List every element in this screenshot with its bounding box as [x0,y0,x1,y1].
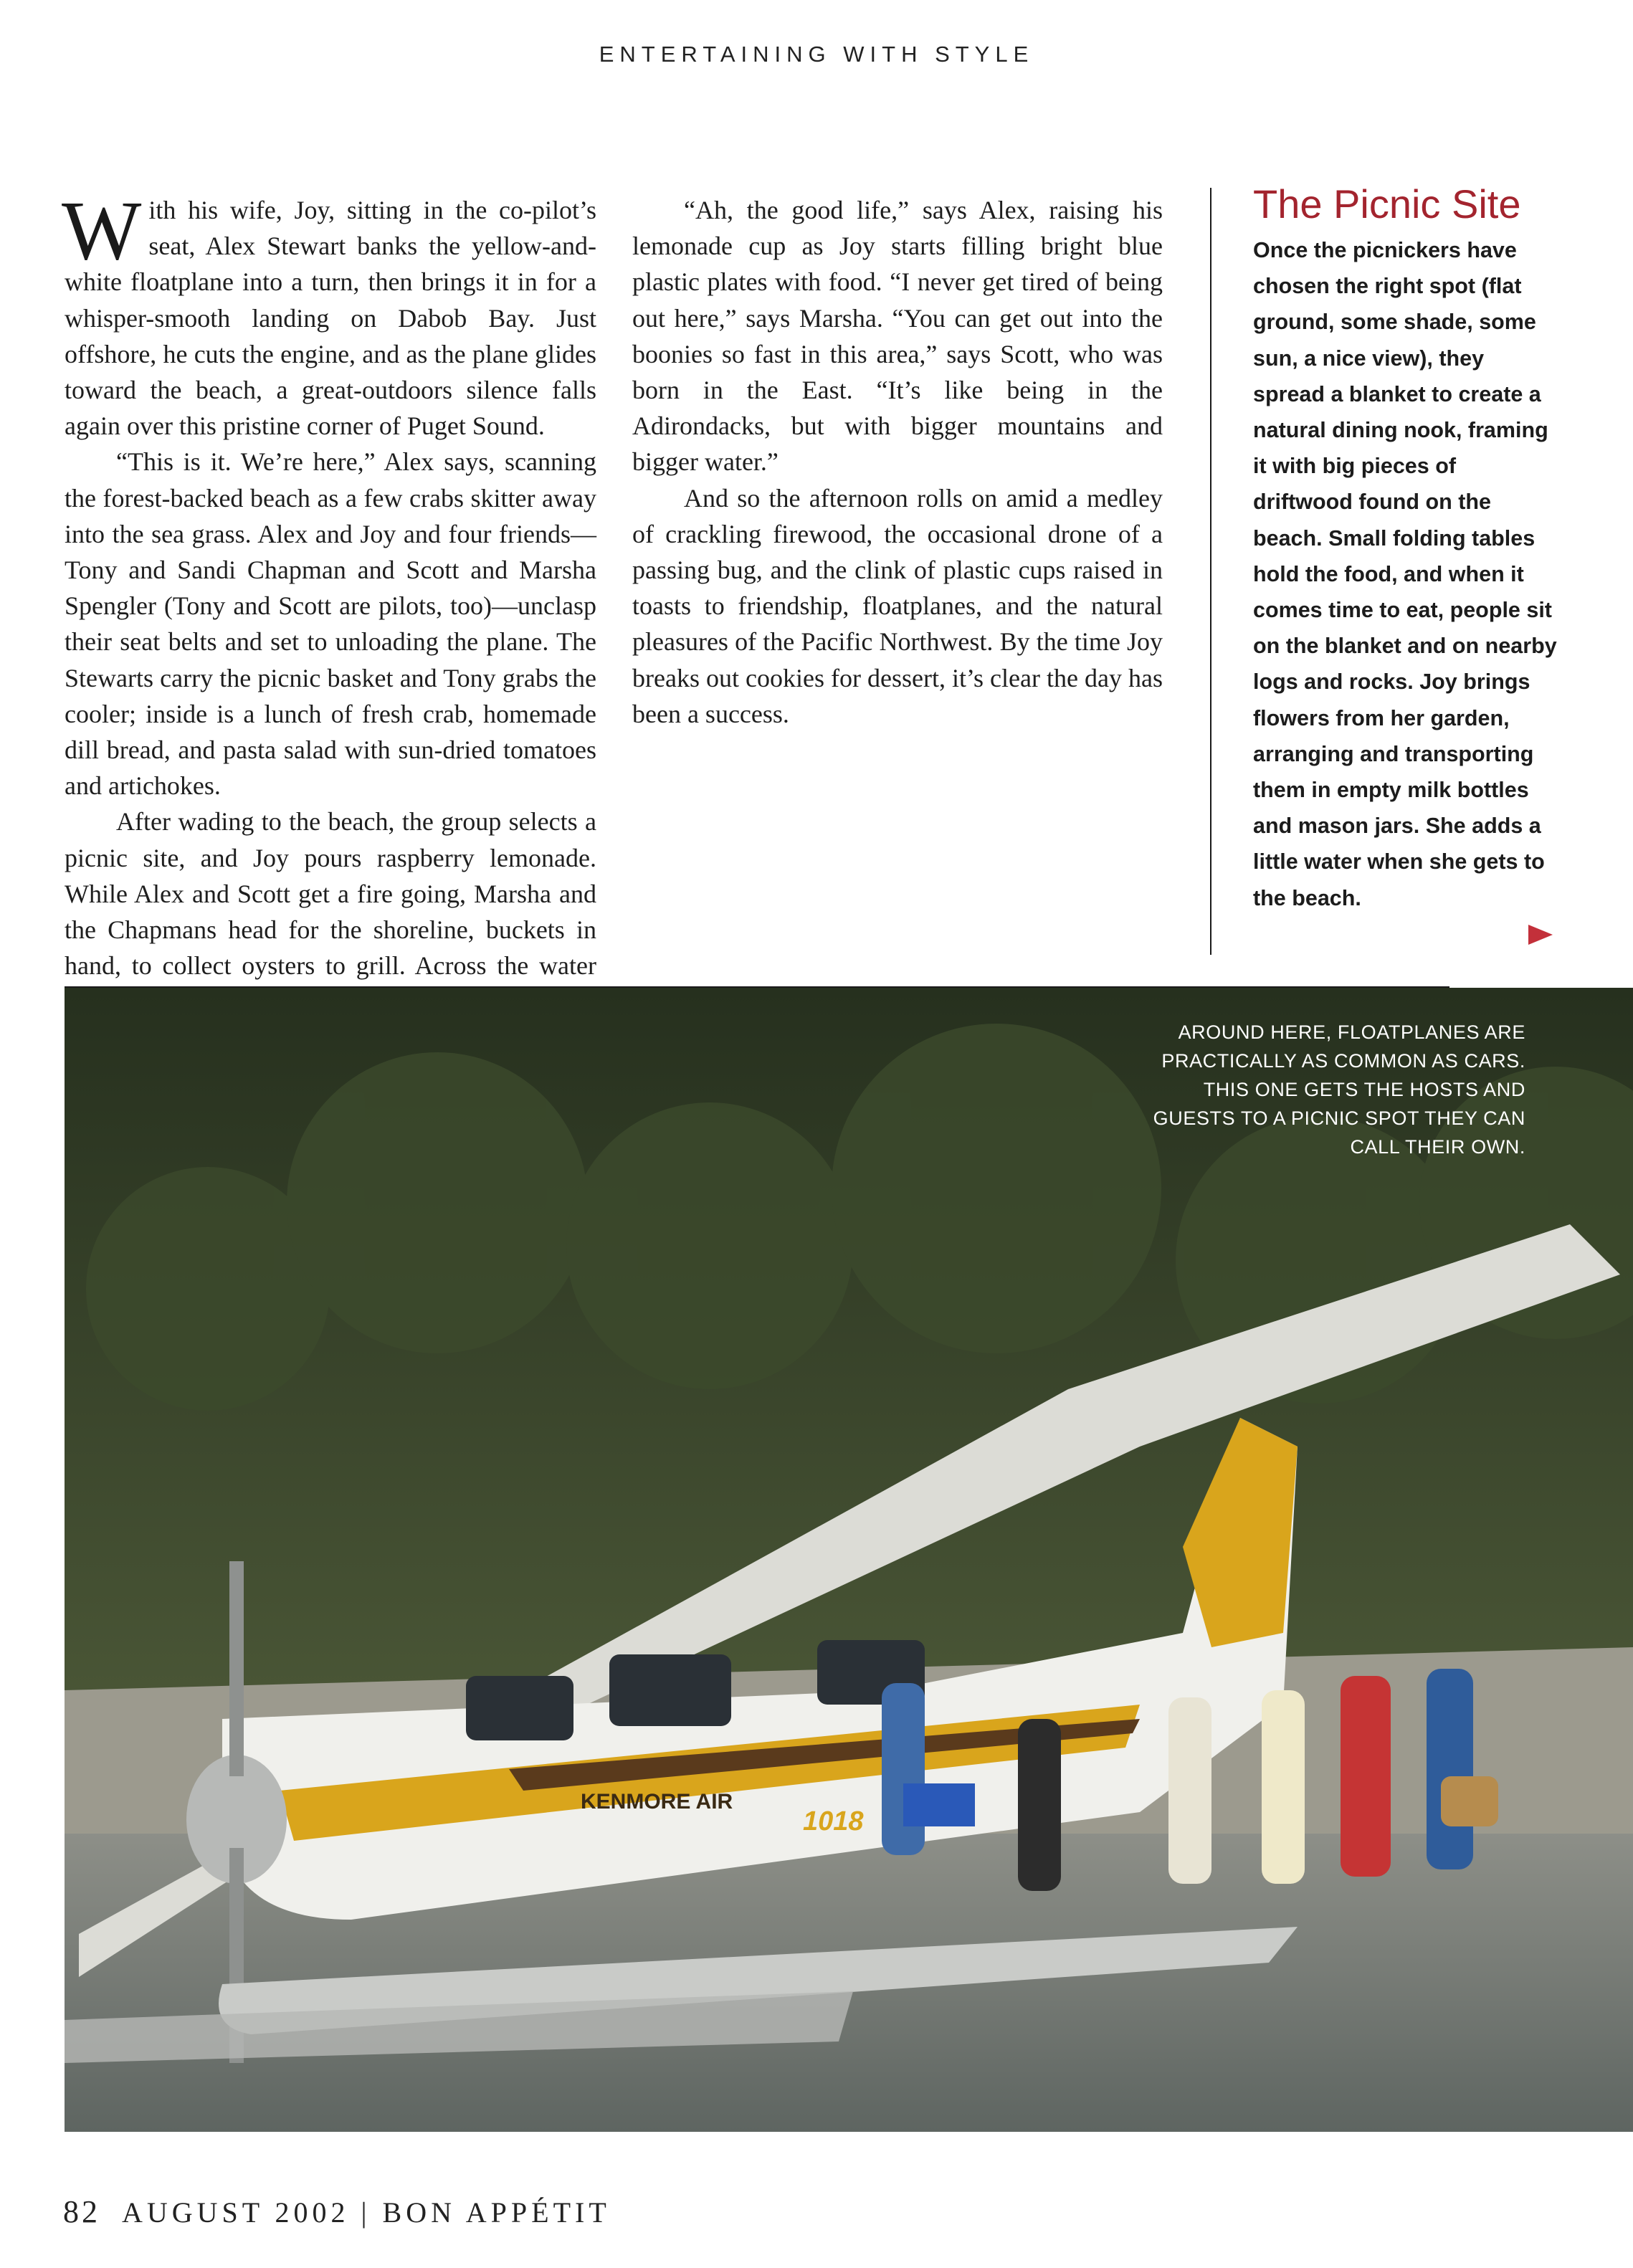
article-column-1 [62,184,596,1056]
article-paragraph-1-text: ith his wife, Joy, sitting in the co-pilot’s seat, Alex Stewart banks the yellow-and-white floatplane into a turn, then brings it in for a whisper-smooth landing on Dabob Bay. Just offshore, he cuts the engine, and as the plane glides toward the beach, a great-outdoors silence falls again over this pristine corner of Puget Sound. [65,196,596,441]
continue-arrow-icon [1528,925,1553,945]
column-divider [1210,188,1211,955]
article-paragraph-3: After wading to the beach, the group selects a picnic site, and Joy pours raspberry lemonade. While Alex and Scott get a fire going, Marsha and the Chapmans head for the shoreline, buckets in hand, to collect oysters to grill. Across the water [65,807,596,981]
photo-caption: AROUND HERE, FLOATPLANES ARE PRACTICALLY AS COMMON AS CARS. THIS ONE GETS THE HOSTS AND GUESTS TO A PICNIC SPOT THEY CAN CALL THEIR OWN. [1153,1021,1525,1158]
article-paragraph-4: “Ah, the good life,” says Alex, raising his lemonade cup as Joy starts filling bright blue plastic plates with food. “I never get tired of being out here,” says Marsha. “You can get out into the boonies so fast in this area,” says Scott, who was born in the East. “It’s like being in the Adirondacks, but with bigger mountains and bigger water.” [632,196,1163,477]
sidebar-picnic-site [1253,179,1561,953]
article-paragraph-1 [62,184,596,444]
sidebar-body: Once the picnickers have chosen the right spot (flat ground, some shade, some sun, a nice view), they spread a blanket to create a natural dining nook, framing it with big pieces of driftwood found on the beach. Small folding tables hold the food, and when it comes time to eat, people sit on the blanket and on nearby logs and rocks. Joy brings flowers from her garden, arranging and transporting them in empty milk bottles and mason jars. She adds a little water when she gets to the beach. [1253,238,1557,910]
footer-separator: | [361,2196,371,2229]
page-number: 82 [63,2194,100,2229]
plane-marking: KENMORE AIR [581,1790,733,1814]
article-paragraph-5: And so the afternoon rolls on amid a medley of crackling firewood, the occasional drone of a passing bug, and the clink of plastic cups raised in toasts to friendship, floatplanes, and the natural pleasures of the Pacific Northwest. By the time Joy breaks out cookies for dessert, it’s clear the day has been a success. [632,483,1163,728]
floatplane-photo [65,988,1633,2132]
plane-number: 1018 [803,1806,864,1836]
sidebar-title: The Picnic Site [1253,181,1521,227]
magazine-name: BON APPÉTIT [382,2196,611,2229]
page-footer [63,2193,611,2230]
issue-date: AUGUST 2002 [122,2196,350,2229]
running-head: ENTERTAINING WITH STYLE [599,42,1034,67]
article-column-2 [632,192,1163,732]
drop-cap: W [62,184,142,277]
article-paragraph-2: “This is it. We’re here,” Alex says, scanning the forest-backed beach as a few crabs skitter away into the sea grass. Alex and Joy and four friends—Tony and Sandi Chapman and Scott and Marsha Spengler (Tony and Scott are pilots, too)—unclasp their seat belts and set to unloading the plane. The Stewarts carry the picnic basket and Tony grabs the cooler; inside is a lunch of fresh crab, homemade dill bread, and pasta salad with sun-dried tomatoes and artichokes. [65,447,596,801]
